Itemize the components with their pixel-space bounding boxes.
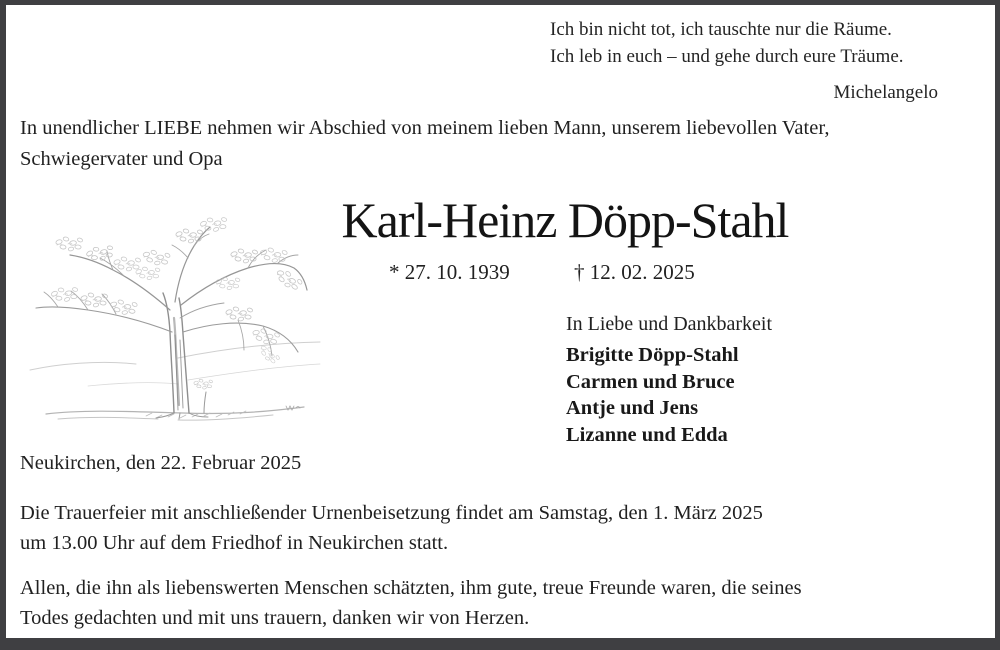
place-date: Neukirchen, den 22. Februar 2025 [20, 452, 302, 474]
funeral-line-1: Die Trauerfeier mit anschließender Urnenbeisetzung findet am Samstag, den 1. März 2025 [20, 502, 763, 524]
thanks-text [20, 573, 802, 633]
quote-line-1: Ich bin nicht tot, ich tauschte nur die Räume. [550, 19, 892, 40]
quote-attribution: Michelangelo [833, 82, 938, 103]
mourner-name: Carmen und Bruce [566, 370, 735, 393]
quote-block [550, 16, 938, 106]
mourners-list [566, 342, 772, 448]
closing-line: In Liebe und Dankbarkeit [566, 313, 773, 335]
quote-line-2: Ich leb in euch – und gehe durch eure Träume. [550, 46, 904, 67]
intro-text [20, 113, 829, 174]
intro-line-1: In unendlicher LIEBE nehmen wir Abschied von meinem lieben Mann, unserem liebevollen Vater, [20, 117, 830, 139]
funeral-info [20, 498, 763, 558]
tree-sketch-image [28, 210, 323, 438]
mourner-name: Lizanne und Edda [566, 423, 728, 446]
intro-line-2: Schwiegervater und Opa [20, 147, 223, 170]
deceased-name: Karl-Heinz Döpp-Stahl [341, 192, 789, 248]
birth-date: * 27. 10. 1939 [389, 260, 510, 284]
mourner-name: Brigitte Döpp-Stahl [566, 344, 739, 366]
mourner-name: Antje und Jens [566, 397, 699, 420]
thanks-line-1: Allen, die ihn als liebenswerten Menschen schätzten, ihm gute, treue Freunde waren, die seines [20, 577, 802, 599]
death-date: † 12. 02. 2025 [574, 260, 695, 284]
mourners-block [566, 313, 772, 448]
funeral-line-2: um 13.00 Uhr auf dem Friedhof in Neukirchen statt. [20, 532, 449, 554]
thanks-line-2: Todes gedachten und mit uns trauern, danken wir von Herzen. [20, 607, 530, 629]
